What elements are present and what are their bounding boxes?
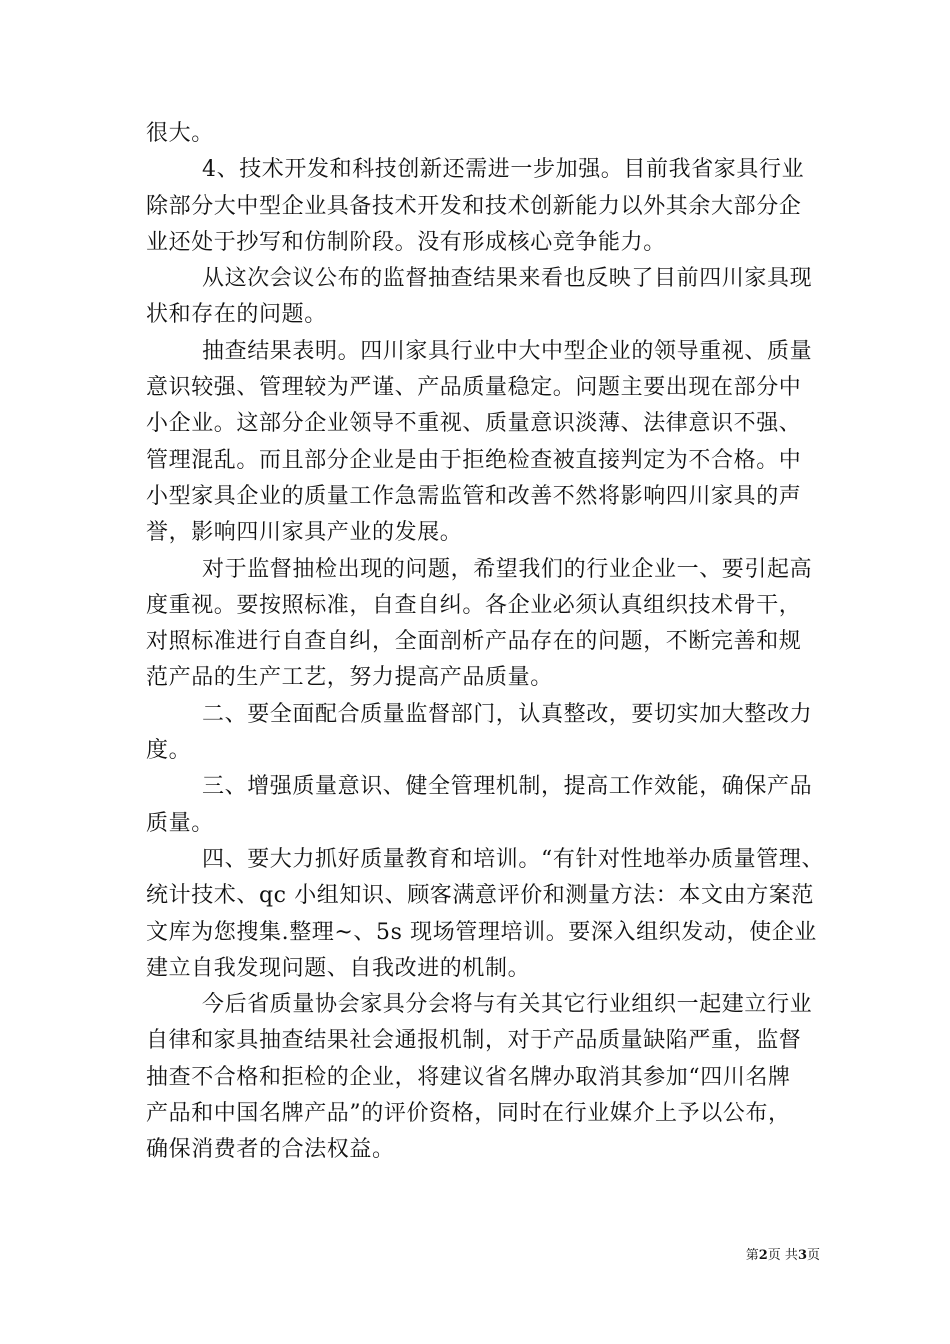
text-line: 统计技术、qc 小组知识、顾客满意评价和测量方法：本文由方案范: [146, 883, 814, 909]
text-line: 管理混乱。而且部分企业是由于拒绝检查被直接判定为不合格。中: [146, 447, 802, 473]
text-line: 自律和家具抽查结果社会通报机制，对于产品质量缺陷严重，监督: [146, 1028, 802, 1054]
text-line: 度重视。要按照标准，自查自纠。各企业必须认真组织技术骨干，: [146, 592, 802, 618]
text-line: 今后省质量协会家具分会将与有关其它行业组织一起建立行业: [202, 992, 813, 1018]
page-label-suffix: 页: [806, 1248, 820, 1263]
text-line: 除部分大中型企业具备技术开发和技术创新能力以外其余大部分企: [146, 193, 802, 219]
total-page-count: 3: [797, 1248, 807, 1263]
text-line: 很大。: [146, 121, 214, 146]
page-label-middle: 页 共: [767, 1248, 798, 1263]
text-line: 从这次会议公布的监督抽查结果来看也反映了目前四川家具现: [202, 266, 813, 292]
text-line: 三、增强质量意识、健全管理机制，提高工作效能，确保产品: [202, 774, 813, 800]
text-line: 抽查结果表明。四川家具行业中大中型企业的领导重视、质量: [202, 338, 813, 364]
text-line: 二、要全面配合质量监督部门，认真整改，要切实加大整改力: [202, 701, 813, 727]
current-page-number: 2: [758, 1248, 768, 1263]
text-line: 度。: [146, 738, 192, 764]
text-line: 确保消费者的合法权益。: [146, 1137, 395, 1163]
text-line: 小型家具企业的质量工作急需监管和改善不然将影响四川家具的声: [146, 483, 802, 509]
text-line: 业还处于抄写和仿制阶段。没有形成核心竞争能力。: [146, 229, 666, 255]
text-line: 四、要大力抓好质量教育和培训。“有针对性地举办质量管理、: [202, 846, 825, 872]
document-body: [146, 116, 825, 1169]
page-footer: [700, 1247, 820, 1265]
text-line: 范产品的生产工艺，努力提高产品质量。: [146, 665, 553, 691]
page-label-prefix: 第: [745, 1248, 759, 1263]
text-line: 状和存在的问题。: [146, 302, 327, 328]
text-line: 文库为您搜集.整理~、5s 现场管理培训。要深入组织发动，使企业: [146, 919, 817, 945]
text-line: 誉，影响四川家具产业的发展。: [146, 520, 463, 546]
text-line: 对照标准进行自查自纠，全面剖析产品存在的问题，不断完善和规: [146, 629, 802, 655]
text-line: 对于监督抽检出现的问题，希望我们的行业企业一、要引起高: [202, 556, 813, 582]
text-line: 意识较强、管理较为严谨、产品质量稳定。问题主要出现在部分中: [146, 375, 802, 401]
text-line: 质量。: [146, 810, 214, 836]
text-line: 4、技术开发和科技创新还需进一步加强。目前我省家具行业: [202, 157, 805, 183]
text-line: 产品和中国名牌产品”的评价资格，同时在行业媒介上予以公布，: [146, 1101, 791, 1127]
text-line: 小企业。这部分企业领导不重视、质量意识淡薄、法律意识不强、: [146, 411, 802, 437]
text-line: 建立自我发现问题、自我改进的机制。: [146, 955, 531, 981]
text-line: 抽查不合格和拒检的企业，将建议省名牌办取消其参加“四川名牌: [146, 1064, 791, 1090]
